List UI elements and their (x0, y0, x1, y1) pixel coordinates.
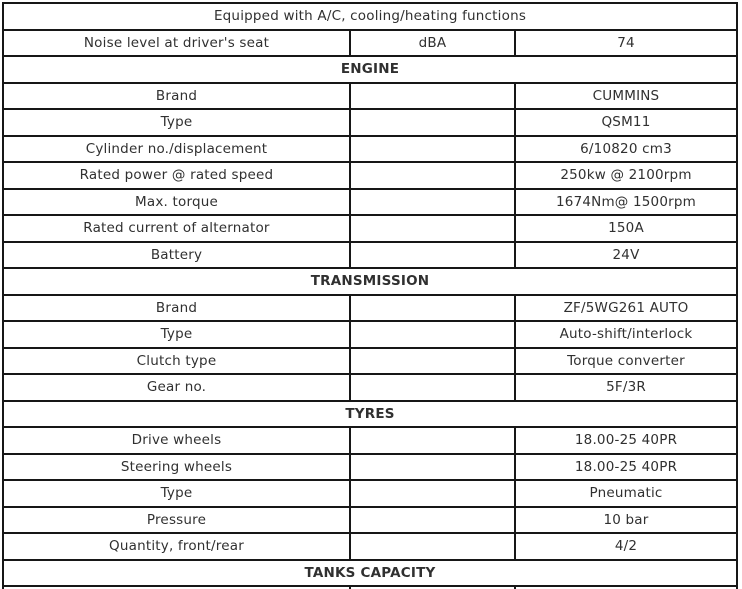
unit-cell (350, 242, 515, 269)
label-cell: Type (3, 109, 350, 136)
unit-cell (350, 374, 515, 401)
unit-cell (350, 427, 515, 454)
unit-cell: dBA (350, 30, 515, 57)
unit-cell (350, 454, 515, 481)
value-cell: Torque converter (515, 348, 737, 375)
section-title: TYRES (3, 401, 737, 428)
row-clutch-type (3, 348, 737, 375)
row-quantity-front-rear (3, 533, 737, 560)
row-gear-no (3, 374, 737, 401)
row-alternator-current (3, 215, 737, 242)
spec-table (2, 2, 738, 589)
row-engine-type (3, 109, 737, 136)
unit-cell (350, 295, 515, 322)
row-rated-power (3, 162, 737, 189)
unit-cell (350, 533, 515, 560)
row-max-torque (3, 189, 737, 216)
value-cell: 4/2 (515, 533, 737, 560)
value-cell: 1674Nm@ 1500rpm (515, 189, 737, 216)
unit-cell (350, 507, 515, 534)
row-steering-wheels (3, 454, 737, 481)
row-cylinder-displacement (3, 136, 737, 163)
value-cell: 150A (515, 215, 737, 242)
row-transmission-brand (3, 295, 737, 322)
label-cell: Max. torque (3, 189, 350, 216)
row-transmission-type (3, 321, 737, 348)
section-row-tanks-capacity (3, 560, 737, 587)
unit-cell (350, 321, 515, 348)
label-cell: Steering wheels (3, 454, 350, 481)
label-cell: Rated current of alternator (3, 215, 350, 242)
label-cell: Pressure (3, 507, 350, 534)
section-row-transmission (3, 268, 737, 295)
row-engine-brand (3, 83, 737, 110)
unit-cell (350, 215, 515, 242)
row-noise-level (3, 30, 737, 57)
label-cell: Noise level at driver's seat (3, 30, 350, 57)
label-cell: Drive wheels (3, 427, 350, 454)
value-cell: QSM11 (515, 109, 737, 136)
unit-cell (350, 162, 515, 189)
value-cell: Auto-shift/interlock (515, 321, 737, 348)
value-cell: 250kw @ 2100rpm (515, 162, 737, 189)
section-row-tyres (3, 401, 737, 428)
row-pressure (3, 507, 737, 534)
spec-table-container (2, 2, 738, 589)
unit-cell (350, 480, 515, 507)
value-cell: Pneumatic (515, 480, 737, 507)
unit-cell (350, 348, 515, 375)
row-tyre-type (3, 480, 737, 507)
section-title: TANKS CAPACITY (3, 560, 737, 587)
label-cell: Rated power @ rated speed (3, 162, 350, 189)
merged-note-cell: Equipped with A/C, cooling/heating functions (3, 3, 737, 30)
value-cell: 6/10820 cm3 (515, 136, 737, 163)
label-cell: Cylinder no./displacement (3, 136, 350, 163)
section-title: ENGINE (3, 56, 737, 83)
label-cell: Gear no. (3, 374, 350, 401)
label-cell: Brand (3, 83, 350, 110)
label-cell: Brand (3, 295, 350, 322)
label-cell: Battery (3, 242, 350, 269)
unit-cell (350, 189, 515, 216)
value-cell: 24V (515, 242, 737, 269)
label-cell: Type (3, 480, 350, 507)
value-cell: 10 bar (515, 507, 737, 534)
label-cell: Clutch type (3, 348, 350, 375)
row-drive-wheels (3, 427, 737, 454)
unit-cell (350, 136, 515, 163)
value-cell: 18.00-25 40PR (515, 454, 737, 481)
label-cell: Quantity, front/rear (3, 533, 350, 560)
unit-cell (350, 83, 515, 110)
section-title: TRANSMISSION (3, 268, 737, 295)
row-battery (3, 242, 737, 269)
value-cell: CUMMINS (515, 83, 737, 110)
value-cell: ZF/5WG261 AUTO (515, 295, 737, 322)
value-cell: 74 (515, 30, 737, 57)
value-cell: 18.00-25 40PR (515, 427, 737, 454)
unit-cell (350, 109, 515, 136)
row-equipped-ac (3, 3, 737, 30)
label-cell: Type (3, 321, 350, 348)
section-row-engine (3, 56, 737, 83)
value-cell: 5F/3R (515, 374, 737, 401)
